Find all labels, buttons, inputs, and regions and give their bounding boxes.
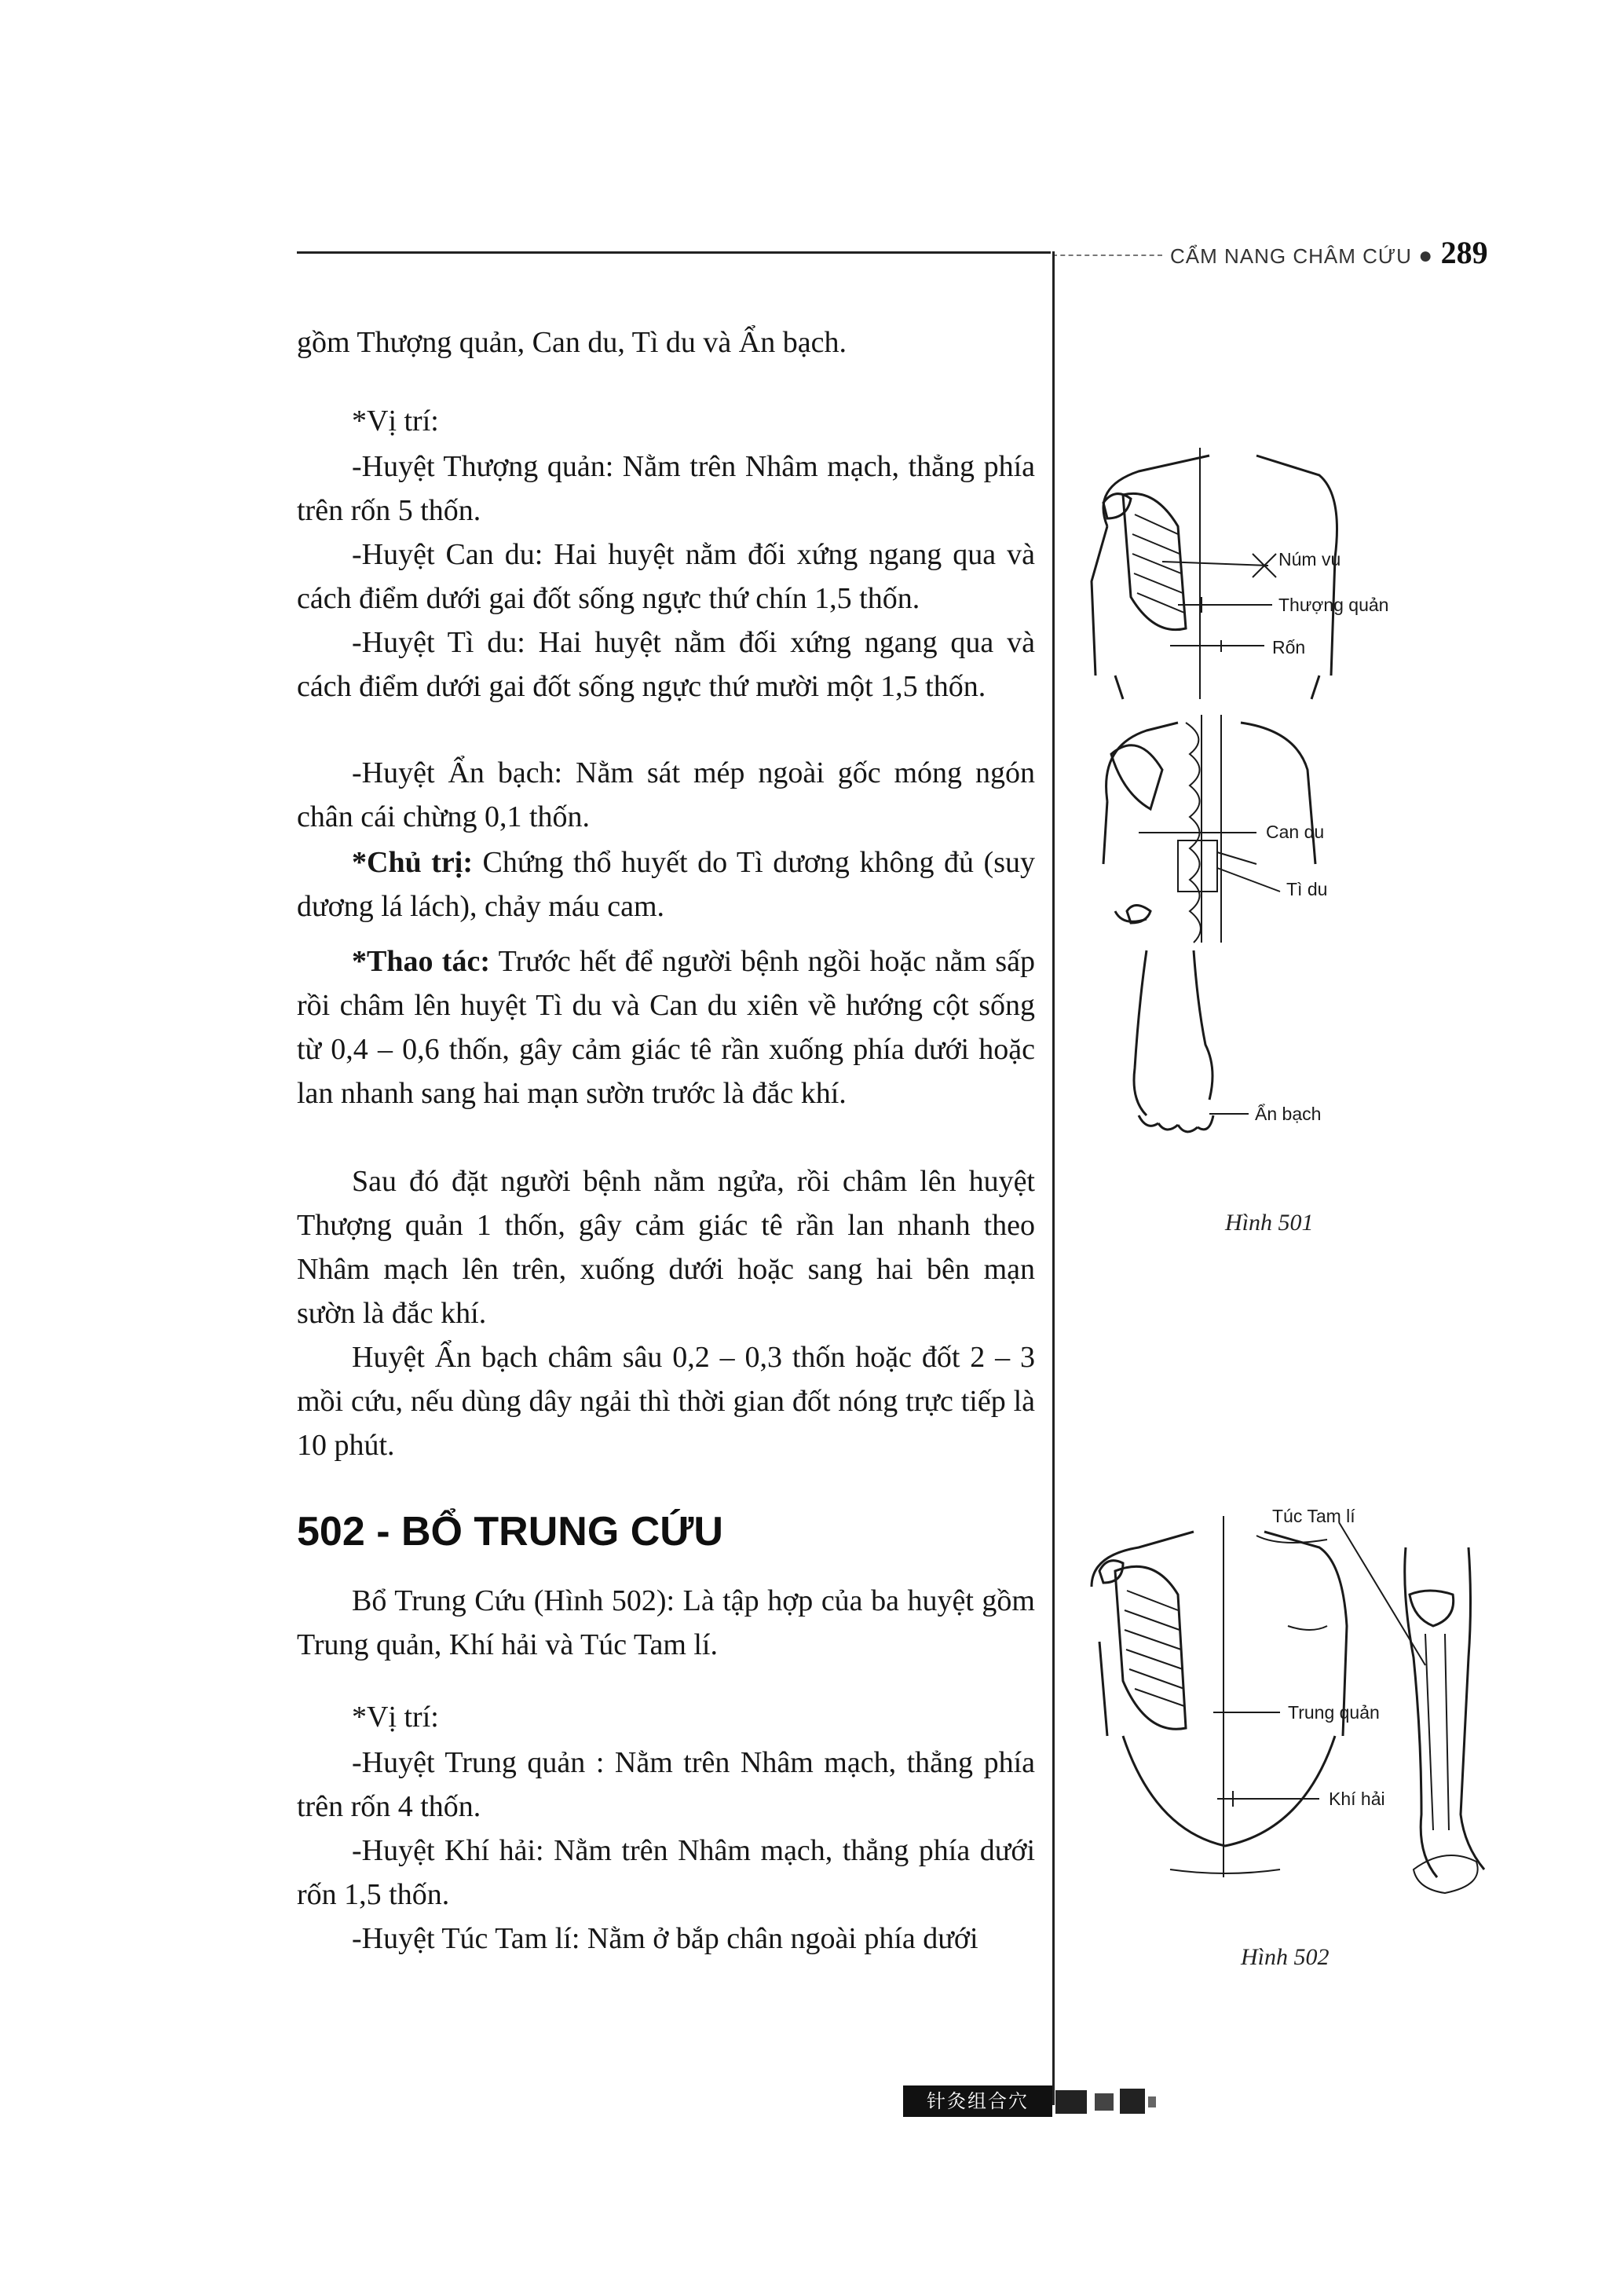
khi-hai-marker [1217,1791,1319,1807]
label-ti-du: Tì du [1286,879,1328,899]
scapula [1111,745,1162,809]
running-head-title: CẨM NANG CHÂM CỨU [1170,244,1412,268]
knee-joint [1410,1591,1454,1626]
paragraph-thuong-quan: -Huyệt Thượng quản: Nằm trên Nhâm mạch, thẳng phía trên rốn 5 thốn. [297,450,1035,527]
vitri-label-2: *Vị trí: [352,1701,439,1734]
toes [1139,1115,1213,1132]
paragraph-trung-quan: -Huyệt Trung quản : Nằm trên Nhâm mạch, thẳng phía trên rốn 4 thốn. [297,1746,1035,1823]
paragraph-can-du: -Huyệt Can du: Hai huyệt nằm đối xứng ngang qua và cách điểm dưới gai đốt sống ngực thứ chín 1,5 thốn. [297,538,1035,615]
spine [1186,715,1202,943]
paragraph-thao-tac [297,939,1035,1115]
label-khi-hai: Khí hải [1329,1789,1385,1809]
back-torso-outline [1106,723,1315,864]
caption-figure-502: Hình 502 [1241,1944,1330,1970]
paragraph-tuc-tam-li: -Huyệt Túc Tam lí: Nằm ở bắp chân ngoài phía dưới [352,1922,978,1955]
label-ron: Rốn [1272,637,1306,657]
paragraph-bo-trung: Bổ Trung Cứu (Hình 502): Là tập hợp của ba huyệt gồm Trung quản, Khí hải và Túc Tam lí. [297,1584,1035,1661]
running-head [1170,234,1488,271]
ron-marker [1170,640,1264,652]
ti-du-marker [1217,852,1280,892]
header-rule [297,251,1051,254]
chu-tri-text: Chứng thổ huyết do Tì dương không đủ (suy dương lá lách), chảy máu cam. [297,846,1035,923]
leg-outline [1405,1547,1484,1877]
paragraph-chu-tri [297,840,1035,928]
can-du-marker [1139,833,1256,892]
bullet-icon: ● [1418,243,1441,269]
foot-outline [1134,950,1213,1115]
label-an-bach: Ẩn bạch [1255,1104,1322,1124]
tibia [1425,1634,1449,1830]
header-rule-dashed [1052,255,1162,256]
caption-figure-501: Hình 501 [1225,1210,1314,1236]
paragraph-an-bach: -Huyệt Ẩn bạch: Nằm sát mép ngoài gốc móng ngón chân cái chừng 0,1 thốn. [297,756,1035,833]
label-num-vu: Núm vu [1278,549,1341,569]
chu-tri-label: *Chủ trị: [352,846,473,879]
label-thuong-quan: Thượng quản [1278,595,1389,615]
figure-502-illustration [1076,1500,1500,1924]
paragraph-ti-du: -Huyệt Tì du: Hai huyệt nằm đối xứng ngang qua và cách điểm dưới gai đốt sống ngực thứ mười một 1,5 thốn. [297,626,1035,703]
thao-tac-label: *Thao tác: [352,945,490,978]
paragraph-sau-do: Sau đó đặt người bệnh nằm ngửa, rồi châm lên huyệt Thượng quản 1 thốn, gây cảm giác tê rần lan nhanh theo Nhâm mạch lên trên, xuống dưới hoặc sang hai bên mạn sườn là đắc khí. [297,1165,1035,1330]
page-number: 289 [1440,235,1488,270]
paragraph-an-bach-cham: Huyệt Ẩn bạch châm sâu 0,2 – 0,3 thốn hoặc đốt 2 – 3 mồi cứu, nếu dùng dây ngải thì thời gian đốt nóng trực tiếp là 10 phút. [297,1341,1035,1462]
shoulder-joint [1099,1561,1123,1583]
thao-tac-text: Trước hết để người bệnh ngồi hoặc nằm sấp rồi châm lên huyệt Tì du và Can du xiên về hướng cột sống từ 0,4 – 0,6 thốn, gây cảm giác tê rần xuống phía dưới hoặc lan nhanh sang hai mạn sườn trước là đắc khí. [297,945,1035,1110]
vitri-label-1: *Vị trí: [352,405,439,438]
paragraph-khi-hai: -Huyệt Khí hải: Nằm trên Nhâm mạch, thẳng phía dưới rốn 1,5 thốn. [297,1834,1035,1911]
foot-bones [1414,1855,1478,1893]
footer-book-title: 针灸组合穴 [903,2085,1052,2117]
lower-abdomen [1123,1736,1335,1846]
label-can-du: Can du [1266,822,1325,842]
label-trung-quan: Trung quản [1288,1702,1380,1723]
figure-501-illustration [1060,440,1414,1194]
thuong-quan-marker [1178,597,1272,613]
label-tuc-tam-li: Túc Tam lí [1272,1506,1355,1526]
section-heading: 502 - BỔ TRUNG CỨU [297,1509,723,1554]
shoulder-joint [1103,494,1131,518]
paragraph-intro: gồm Thượng quản, Can du, Tì du và Ẩn bạch. [297,326,847,359]
column-divider [1052,251,1055,2105]
footer-ornament [1052,2085,1162,2117]
